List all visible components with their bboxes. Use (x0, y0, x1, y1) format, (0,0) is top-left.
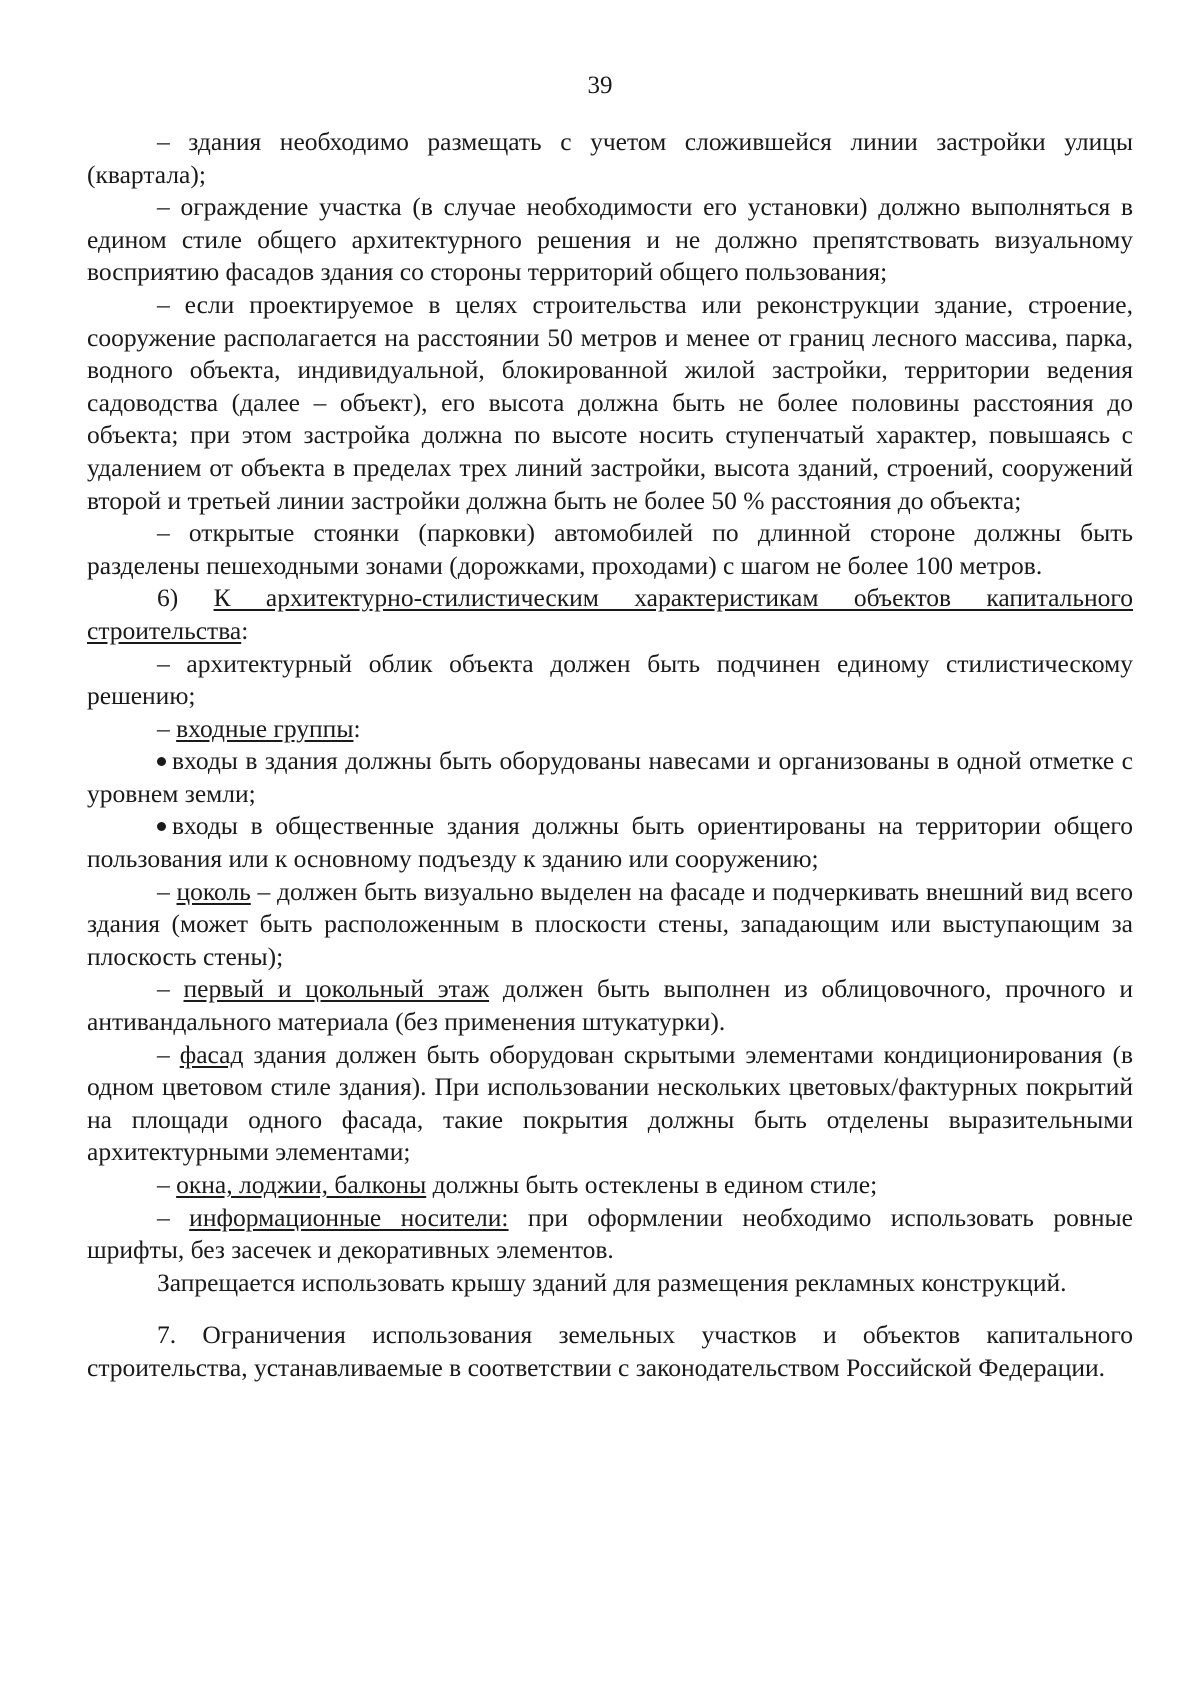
term-text: должен быть выполнен из облицовочного, прочного и антивандального материала (без применения штукатурки). (87, 974, 1133, 1037)
bullet-text: входы в здания должны быть оборудованы навесами и организованы в одной отметке с уровнем земли; (87, 746, 1133, 808)
dash-prefix: – (157, 876, 177, 906)
document-body (87, 126, 1133, 1385)
paragraph: Запрещается использовать крышу зданий для размещения рекламных конструкций. (157, 1267, 1067, 1297)
page-number: 39 (587, 72, 613, 99)
term-text: при оформлении необходимо использовать ровные шрифты, без засечек и декоративных элементов. (87, 1202, 1133, 1265)
paragraph (87, 1202, 1133, 1267)
paragraph: – архитектурный облик объекта должен быть подчинен единому стилистическому решению; (87, 648, 1133, 711)
paragraph (87, 1039, 1133, 1169)
bullet-icon (157, 757, 166, 766)
paragraph: – если проектируемое в целях строительства или реконструкции здание, строение, сооружение располагается на расстоянии 50 метров и менее от границ лесного массива, парка, водного объекта, индивидуальной, блокированной жилой застройки, территории ведения садоводства (далее – объект), его высота должна быть не более половины расстояния до объекта; при этом застройка должна по высоте носить ступенчатый характер, повышаясь с удалением от объекта в пределах трех линий застройки, высота зданий, строений, сооружений второй и третьей линии застройки должна быть не более 50 % расстояния до объекта; (87, 289, 1133, 515)
dash-prefix: – (157, 1170, 177, 1199)
dash-prefix: – (157, 1202, 190, 1232)
section-heading-6 (87, 582, 1133, 647)
paragraph: – ограждение участка (в случае необходимости его установки) должно выполняться в едином стиле общего архитектурного решения и не должно препятствовать визуальному восприятию фасадов здания со стороны территорий общего пользования; (87, 192, 1133, 287)
underlined-term: первый и цокольный этаж (183, 974, 490, 1004)
section-heading-7: 7. Ограничения использования земельных участков и объектов капитального строительства, устанавливаемые в соответствии с законодательством Российской Федерации. (87, 1320, 1133, 1382)
underlined-term: цоколь (176, 876, 251, 906)
paragraph: – открытые стоянки (парковки) автомобилей по длинной стороне должны быть разделены пешеходными зонами (дорожками, проходами) с шагом не более 100 метров. (87, 518, 1133, 580)
bullet-item (87, 745, 1133, 810)
underlined-heading: К архитектурно-стилистическим характеристикам объектов капитального строительства (87, 583, 1133, 645)
term-text: – должен быть визуально выделен на фасаде и подчеркивать внешний вид всего здания (может быть расположенным в плоскости стены, западающим или выступающим за плоскость стены); (87, 876, 1134, 971)
dash-prefix: – (157, 974, 184, 1004)
underlined-term: окна, лоджии, балконы (176, 1170, 427, 1199)
bullet-item (87, 810, 1133, 875)
underlined-term: фасад (179, 1039, 244, 1069)
term-suffix: : (353, 713, 361, 743)
paragraph: – здания необходимо размещать с учетом сложившейся линии застройки улицы (квартала); (87, 127, 1133, 189)
dash-prefix: – (157, 713, 177, 743)
bullet-icon (157, 822, 166, 831)
underlined-term: входные группы (176, 713, 354, 743)
dash-prefix: – (157, 1039, 180, 1069)
heading-prefix: 6) (157, 583, 214, 613)
term-text: должны быть остеклены в едином стиле; (426, 1170, 878, 1199)
paragraph (87, 876, 1133, 974)
heading-suffix: : (241, 615, 249, 645)
bullet-text: входы в общественные здания должны быть ориентированы на территории общего пользования или к основному подъезду к зданию или сооружению; (87, 811, 1133, 874)
term-text: здания должен быть оборудован скрытыми элементами кондиционирования (в одном цветовом стиле здания). При использовании нескольких цветовых/фактурных покрытий на площади одного фасада, такие покрытия должны быть отделены выразительными архитектурными элементами; (87, 1039, 1134, 1167)
underlined-term: информационные носители: (189, 1202, 509, 1232)
paragraph (87, 1169, 1133, 1202)
paragraph (87, 713, 1133, 746)
paragraph (87, 973, 1133, 1038)
